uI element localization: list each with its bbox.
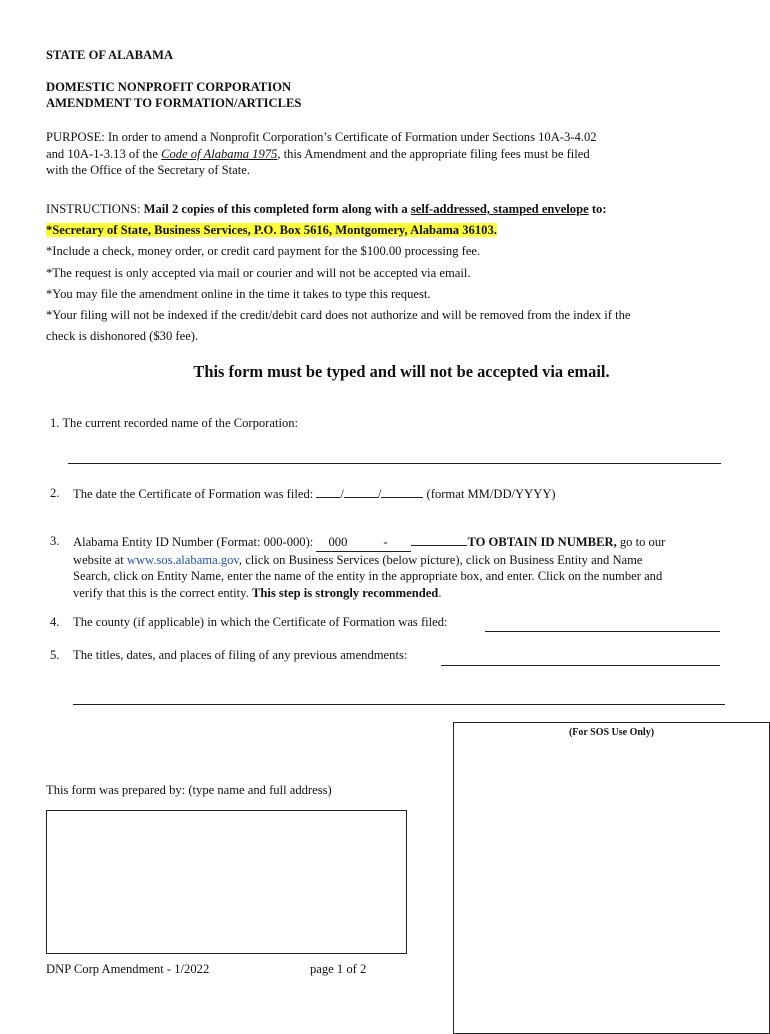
- filing-day-field[interactable]: [344, 486, 378, 498]
- state-heading: STATE OF ALABAMA: [46, 48, 174, 62]
- purpose-line2: [46, 146, 678, 163]
- q3-line1: [73, 534, 730, 552]
- purpose-paragraph: [46, 129, 678, 179]
- purpose-line3: with the Office of the Secretary of State.: [46, 163, 250, 177]
- form-id-footer: DNP Corp Amendment - 1/2022: [46, 962, 210, 976]
- purpose-line2-post: , this Amendment and the appropriate filing fees must be filed: [277, 146, 590, 161]
- date-format-hint: (format MM/DD/YYYY): [423, 487, 556, 501]
- q2-row: [73, 486, 556, 502]
- q3-line2: [73, 552, 730, 569]
- q3-line2-post: , click on Business Services (below picture), click on Business Entity and Name: [238, 552, 643, 567]
- q5-label: The titles, dates, and places of filing of any previous amendments:: [73, 648, 408, 662]
- q3-label: Alabama Entity ID Number (Format: 000-000):: [73, 535, 317, 549]
- q4-label: The county (if applicable) in which the Certificate of Formation was filed:: [73, 615, 448, 629]
- note-dishonored: check is dishonored ($30 fee).: [46, 329, 199, 344]
- q1-label: 1. The current recorded name of the Corporation:: [50, 416, 299, 430]
- filing-month-field[interactable]: [316, 486, 340, 498]
- previous-amendments-field[interactable]: [441, 665, 720, 666]
- county-field[interactable]: [485, 631, 720, 632]
- q3-line1-end: go to our: [616, 535, 666, 549]
- prepared-by-field[interactable]: [46, 810, 407, 954]
- entity-id-prefix-value: 000: [328, 535, 348, 549]
- purpose-line2-pre: and 10A-1-3.13 of the: [46, 146, 162, 161]
- date-separator: /: [377, 487, 382, 501]
- typed-only-notice: This form must be typed and will not be accepted via email.: [193, 362, 610, 381]
- q2-label: The date the Certificate of Formation was filed:: [73, 487, 317, 501]
- purpose-line1: PURPOSE: In order to amend a Nonprofit Corporation’s Certificate of Formation under Sections 10A-3-4.02: [46, 130, 597, 144]
- prepared-by-label: This form was prepared by: (type name and full address): [46, 783, 332, 797]
- instructions-envelope: self-addressed, stamped envelope: [410, 202, 589, 216]
- strongly-recommended: This step is strongly recommended: [251, 585, 439, 600]
- entity-id-prefix: [316, 534, 359, 552]
- note-online: *You may file the amendment online in the time it takes to type this request.: [46, 286, 431, 301]
- entity-id-part1-field[interactable]: [359, 534, 411, 552]
- form-title-line2: AMENDMENT TO FORMATION/ARTICLES: [46, 96, 302, 110]
- note-fee: *Include a check, money order, or credit card payment for the $100.00 processing fee.: [46, 244, 481, 259]
- sos-website-link[interactable]: www.sos.alabama.gov: [126, 552, 239, 567]
- code-of-alabama-ref: Code of Alabama 1975: [161, 146, 278, 161]
- q5-number: 5.: [50, 648, 60, 662]
- q3-line4: [73, 585, 730, 602]
- form-title-line1: DOMESTIC NONPROFIT CORPORATION: [46, 80, 292, 94]
- q3-number: 3.: [50, 534, 60, 548]
- filing-year-field[interactable]: [381, 486, 423, 498]
- page-number: page 1 of 2: [310, 962, 367, 976]
- instructions-mail: Mail 2 copies of this completed form along with a: [143, 202, 411, 216]
- instructions-to: to:: [588, 202, 607, 216]
- instructions-block: [46, 199, 706, 347]
- date-separator: /: [340, 487, 344, 501]
- q3-line2-pre: website at: [73, 552, 127, 567]
- entity-id-part2-field[interactable]: [411, 534, 467, 546]
- sos-use-only-label: (For SOS Use Only): [568, 727, 655, 738]
- instructions-label: INSTRUCTIONS:: [46, 202, 144, 216]
- sos-use-only-box: [453, 722, 770, 1034]
- q3-line4-pre: verify that this is the correct entity.: [73, 585, 252, 600]
- q3-line3: Search, click on Entity Name, enter the name of the entity in the appropriate box, and enter. Click on the number and: [73, 569, 663, 583]
- q4-number: 4.: [50, 615, 60, 629]
- instructions-line: [46, 199, 706, 220]
- q2-number: 2.: [50, 486, 60, 500]
- mailing-address: *Secretary of State, Business Services, P.O. Box 5616, Montgomery, Alabama 36103.: [46, 223, 497, 238]
- note-indexing: *Your filing will not be indexed if the credit/debit card does not authorize and will be removed from the index if the: [46, 308, 631, 323]
- corporation-name-field[interactable]: [68, 463, 721, 464]
- q3-block: [73, 534, 730, 601]
- obtain-id-heading: TO OBTAIN ID NUMBER,: [467, 535, 617, 549]
- entity-id-dash: -: [383, 535, 388, 549]
- q3-line4-end: .: [438, 585, 442, 600]
- previous-amendments-field-line2[interactable]: [73, 704, 725, 705]
- note-mail-only: *The request is only accepted via mail or courier and will not be accepted via email.: [46, 265, 471, 280]
